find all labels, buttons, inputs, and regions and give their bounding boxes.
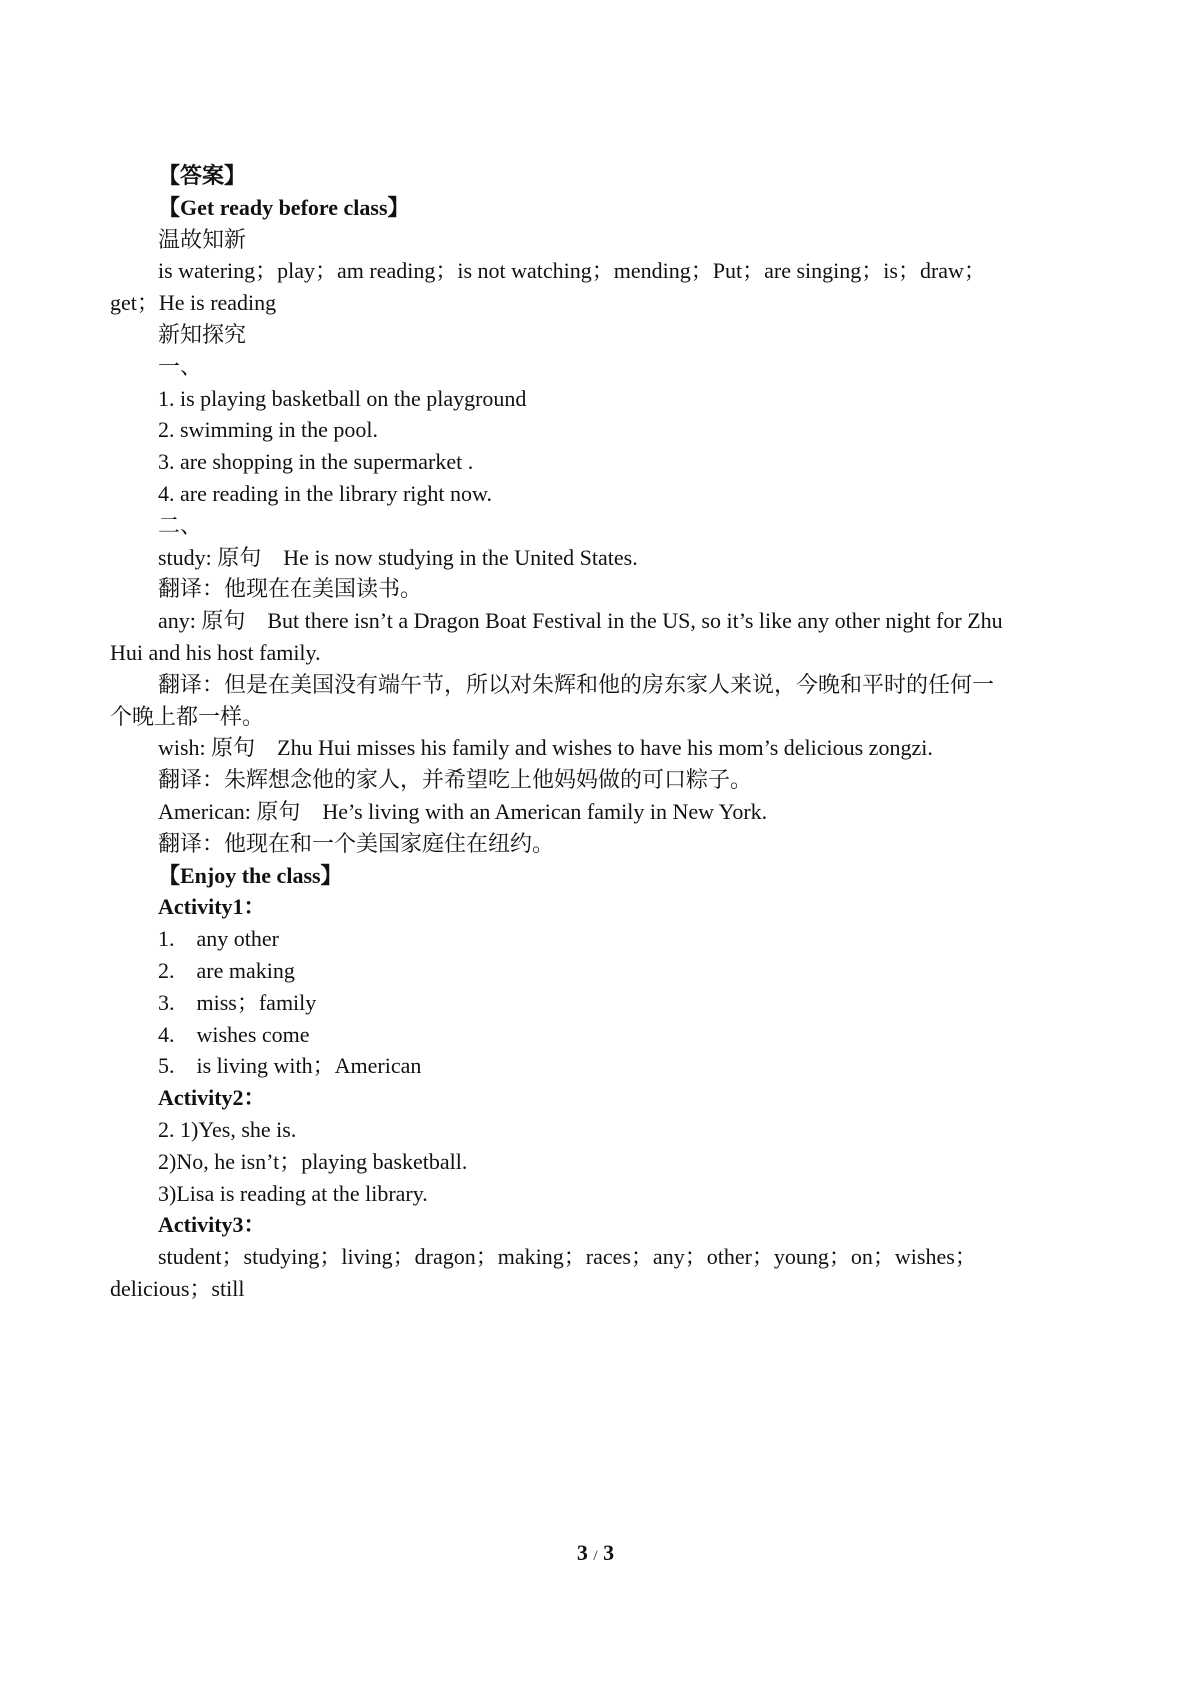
list-item: 2. are making (158, 957, 295, 983)
part-one-label: 一、 (158, 353, 203, 379)
vocab-sentence: American: 原句 He’s living with an American family in New York. (158, 798, 768, 824)
vocab-translation: 翻译：朱辉想念他的家人，并希望吃上他妈妈做的可口粽子。 (158, 767, 753, 793)
vocab-sentence: any: 原句 But there isn’t a Dragon Boat Festival in the US, so it’s like any other night for Zhu (158, 608, 1003, 634)
list-item: 4. wishes come (158, 1021, 310, 1047)
review-answers-line: get；He is reading (110, 290, 277, 316)
answer-document (110, 160, 1090, 1305)
vocab-sentence: Hui and his host family. (110, 639, 321, 665)
list-item: 2. 1)Yes, she is. (158, 1116, 297, 1142)
list-item: 3)Lisa is reading at the library. (158, 1180, 428, 1206)
list-item: 3. miss；family (158, 989, 317, 1015)
answer-heading: 【答案】 (158, 163, 247, 188)
list-item: 1. is playing basketball on the playground (158, 385, 527, 411)
part-two-label: 二、 (158, 512, 203, 538)
section-get-ready: 【Get ready before class】 (158, 194, 410, 220)
review-answers-line: is watering；play；am reading；is not watching；mending；Put；are singing；is；draw； (158, 258, 986, 284)
review-title: 温故知新 (158, 226, 247, 252)
activity2-title: Activity2： (158, 1085, 266, 1111)
activity1-title: Activity1： (158, 894, 266, 920)
list-item: 1. any other (158, 926, 279, 952)
vocab-translation: 翻译：他现在和一个美国家庭住在纽约。 (158, 830, 555, 856)
list-item: 2. swimming in the pool. (158, 417, 378, 443)
list-item: 5. is living with；American (158, 1053, 422, 1079)
vocab-translation: 个晚上都一样。 (110, 703, 265, 729)
list-item: 2)No, he isn’t；playing basketball. (158, 1148, 468, 1174)
vocab-sentence: study: 原句 He is now studying in the United States. (158, 544, 638, 570)
page-current: 3 (576, 1540, 588, 1565)
list-item: 4. are reading in the library right now. (158, 480, 492, 506)
page-separator: / (593, 1548, 598, 1564)
section-enjoy: 【Enjoy the class】 (158, 862, 343, 888)
page-number (0, 1540, 1191, 1566)
vocab-translation: 翻译：但是在美国没有端午节，所以对朱辉和他的房东家人来说，今晚和平时的任何一 (158, 671, 995, 697)
list-item: 3. are shopping in the supermarket . (158, 449, 474, 475)
vocab-translation: 翻译：他现在在美国读书。 (158, 576, 423, 602)
activity3-answers-line: student；studying；living；dragon；making；races；any；other；young；on；wishes； (158, 1244, 977, 1270)
page-total: 3 (603, 1540, 615, 1565)
activity3-answers-line: delicious；still (110, 1275, 245, 1301)
explore-title: 新知探究 (158, 321, 247, 347)
activity3-title: Activity3： (158, 1212, 266, 1238)
vocab-sentence: wish: 原句 Zhu Hui misses his family and wishes to have his mom’s delicious zongzi. (158, 735, 933, 761)
